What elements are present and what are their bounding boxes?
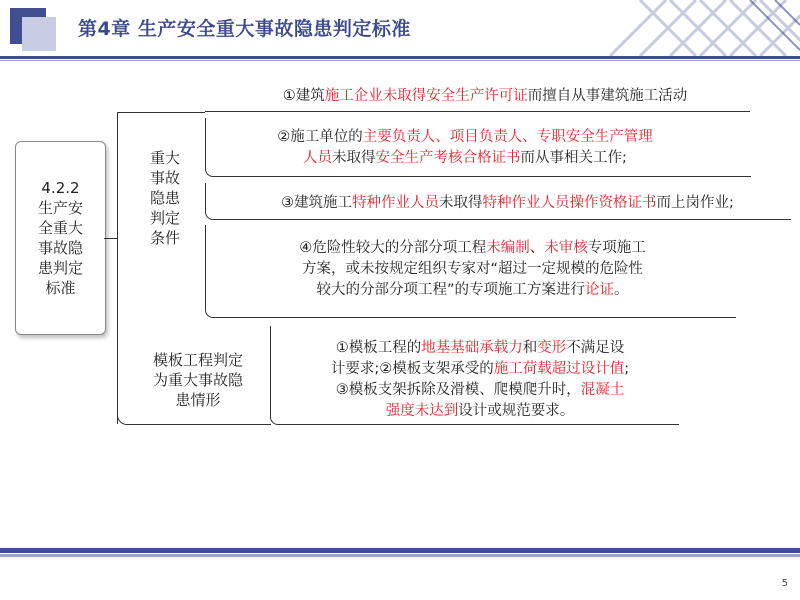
text-line [225, 259, 720, 280]
header-rule-thin [0, 60, 800, 61]
header-rule [0, 56, 800, 59]
highlight-text: 论证 [585, 282, 614, 298]
plain-text: 专项施工 [587, 240, 646, 256]
header-logo-square-light [22, 17, 56, 51]
branch-b-label: 模板工程判定 为重大事故隐 患情形 [152, 351, 243, 409]
root-connector [104, 238, 118, 239]
text-line [290, 401, 670, 422]
plain-text: ①建筑 [282, 88, 325, 104]
text-line [290, 338, 670, 359]
highlight-text: 变形 [537, 340, 567, 356]
highlight-text: 特种作业人员操作资格证书 [482, 195, 657, 211]
plain-text: 未取得 [332, 150, 376, 166]
branch-a-top-link [117, 112, 205, 113]
plain-text: 而擅自从事建筑施工活动 [527, 88, 688, 104]
condition-item-1 [215, 86, 755, 107]
plain-text: ③建筑施工 [281, 195, 353, 211]
plain-text: 而上岗作业; [656, 195, 734, 211]
plain-text: ②施工单位的 [277, 129, 363, 145]
page-title: 第4章 生产安全重大事故隐患判定标准 [78, 18, 411, 40]
footer-rule-thin [0, 554, 800, 557]
plain-text: 、 [529, 240, 545, 256]
highlight-text: 施工企业未取得安全生产许可证 [324, 88, 528, 104]
root-node-label: 4.2.2 生产安 全重大 事故隐 患判定 标准 [37, 179, 83, 297]
highlight-text: 施工荷载超过设计值 [493, 361, 625, 377]
highlight-text: 特种作业人员 [352, 195, 440, 211]
text-line [220, 193, 795, 214]
text-line [290, 359, 670, 380]
condition-item-2 [225, 127, 705, 169]
condition-item-1-underline [205, 111, 750, 112]
text-line [225, 280, 720, 301]
plain-text: 较大的分部分项工程”的专项施工方案进行 [316, 282, 585, 298]
plain-text: 方案，或未按规定组织专家对“超过一定规模的危险性 [301, 261, 643, 277]
condition-item-3 [220, 193, 795, 214]
plain-text: 和 [522, 340, 538, 356]
highlight-text: 未审核 [544, 240, 588, 256]
plain-text: ; [624, 361, 630, 377]
plain-text: ④危险性较大的分部分项工程 [299, 240, 487, 256]
highlight-text: 人员 [303, 150, 333, 166]
plain-text: 未取得 [439, 195, 483, 211]
header-decoration-pattern [600, 0, 800, 56]
plain-text: ①模板工程的 [335, 340, 422, 356]
plain-text: 而从事相关工作; [520, 150, 627, 166]
highlight-text: 强度未达到 [385, 403, 459, 419]
text-line [225, 238, 720, 259]
branch-a-label: 重大 事故 隐患 判定 条件 [149, 149, 180, 247]
text-line [290, 380, 670, 401]
highlight-text: 未编制 [486, 240, 530, 256]
page-number: 5 [781, 578, 788, 589]
plain-text: 。 [614, 282, 629, 298]
plain-text: 不满足设 [566, 340, 625, 356]
text-line [225, 127, 705, 148]
branch-b-bracket [117, 340, 271, 425]
plain-text: 设计或规范要求。 [458, 403, 575, 419]
plain-text: 计要求;②模板支架承受的 [330, 361, 494, 377]
root-node-box [15, 141, 106, 335]
text-line [225, 148, 705, 169]
highlight-text: 混凝土 [580, 382, 625, 398]
footer-rule [0, 548, 800, 553]
highlight-text: 安全生产考核合格证书 [375, 150, 521, 166]
highlight-text: 地基基础承载力 [421, 340, 523, 356]
plain-text: ③模板支架拆除及滑模、爬模爬升时， [335, 382, 581, 398]
formwork-item [290, 338, 670, 422]
text-line [215, 86, 755, 107]
highlight-text: 主要负责人、项目负责人、专职安全生产管理 [362, 129, 653, 145]
condition-item-4 [225, 238, 720, 301]
